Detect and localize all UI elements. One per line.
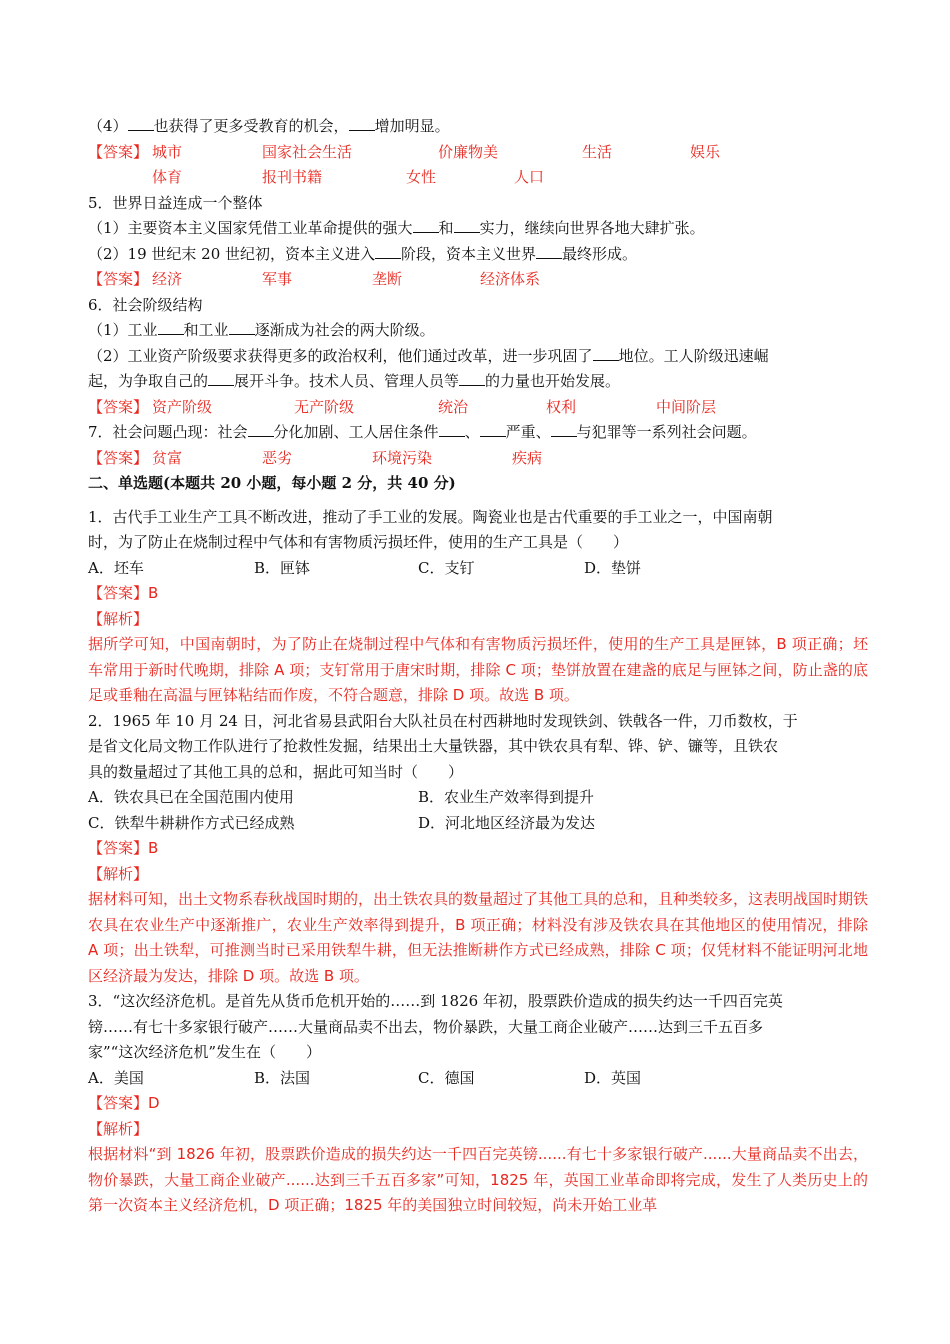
q6-answer bbox=[88, 395, 868, 421]
blank bbox=[375, 243, 401, 259]
q6-p2a bbox=[88, 344, 868, 370]
answer-label: 【答案】 bbox=[88, 397, 149, 416]
blank bbox=[551, 421, 577, 437]
blank bbox=[128, 115, 154, 131]
answer-item: 垄断 bbox=[372, 270, 403, 288]
section-title: 二、单选题(本题共 20 小题，每小题 2 分，共 40 分) bbox=[88, 474, 456, 492]
answer-item: 国家社会生活 bbox=[262, 142, 353, 161]
option-c[interactable]: C．铁犁牛耕耕作方式已经成熟 bbox=[88, 813, 295, 832]
answer-item: 统治 bbox=[438, 397, 469, 416]
option-d[interactable]: D．河北地区经济最为发达 bbox=[418, 813, 596, 832]
option-a[interactable]: A．美国 bbox=[88, 1068, 144, 1087]
answer-item: 娱乐 bbox=[690, 142, 721, 161]
blank bbox=[439, 421, 465, 437]
q4-part4-mid: 也获得了更多受教育的机会， bbox=[153, 117, 349, 135]
q1-analysis: 据所学可知，中国南朝时，为了防止在烧制过程中气体和有害物质污损坯件，使用的生产工具是匣钵，B 项正确；坯车常用于新时代晚期，排除 A 项；支钉常用于唐宋时期，排除 C 项；垫饼放置在建盏的底足与匣钵之间，防止盏的底足或垂釉在高温与匣钵粘结而作废，不符合题意，排除 D 项。故选 B 项。 bbox=[88, 635, 868, 704]
answer-label: 【答案】 bbox=[88, 142, 149, 161]
text: 地位。工人阶级迅速崛 bbox=[618, 346, 769, 365]
q1-analysis-label: 【解析】 bbox=[88, 609, 149, 628]
answer-item: 报刊书籍 bbox=[262, 168, 323, 186]
blank bbox=[536, 243, 562, 259]
q1-options bbox=[88, 556, 868, 582]
text: 和工业 bbox=[183, 321, 229, 339]
answer-label: 【答案】 bbox=[88, 448, 149, 467]
text: 最终形成。 bbox=[562, 244, 638, 263]
q4-part4-suffix: 增加明显。 bbox=[374, 117, 450, 135]
blank bbox=[454, 217, 480, 233]
q5-answer bbox=[88, 267, 868, 293]
q2-stem-line1: 2．1965 年 10 月 24 日，河北省易县武阳台大队社员在村西耕地时发现铁剑、铁戟各一件，刀币数枚，于 bbox=[88, 711, 798, 730]
q3-analysis-label: 【解析】 bbox=[88, 1119, 149, 1138]
answer-item: 中间阶层 bbox=[656, 397, 717, 416]
q1-answer: 【答案】B bbox=[88, 584, 159, 602]
text: 的力量也开始发展。 bbox=[485, 372, 621, 390]
answer-item: 体育 bbox=[152, 168, 183, 186]
q7-line bbox=[88, 420, 868, 446]
blank bbox=[459, 370, 485, 386]
q3-stem-line1: 3．“这次经济危机。是首先从货币危机开始的……到 1826 年初，股票跌价造成的损失约达一千四百完英 bbox=[88, 992, 783, 1010]
q7-answer bbox=[88, 446, 868, 472]
q2-analysis: 据材料可知，出土文物系春秋战国时期的，出土铁农具的数量超过了其他工具的总和，且种类较多，这表明战国时期铁农具在农业生产中逐渐推广，农业生产效率得到提升，B 项正确；材料没有涉及铁农具在其他地区的使用情况，排除 A 项；出土铁犁，可推测当时已采用铁犁牛耕，但无法推断耕作方式已经成熟，排除 C 项；仅凭材料不能证明河北地区经济最为发达，排除 D 项。故选 B 项。 bbox=[88, 890, 869, 985]
q3-stem-line2: 镑……有七十多家银行破产……大量商品卖不出去，物价暴跌，大量工商企业破产……达到三千五百多 bbox=[88, 1017, 764, 1036]
answer-item: 经济 bbox=[152, 270, 183, 288]
q5-p2 bbox=[88, 242, 868, 268]
answer-item: 价廉物美 bbox=[438, 142, 499, 161]
blank bbox=[158, 319, 184, 335]
text: （1）主要资本主义国家凭借工业革命提供的强大 bbox=[88, 219, 413, 237]
text: （2）工业资产阶级要求获得更多的政治权利，他们通过改革，进一步巩固了 bbox=[88, 346, 593, 365]
q4-part4-prefix: （4） bbox=[88, 117, 128, 135]
q1-stem-line2: 时，为了防止在烧制过程中气体和有害物质污损坯件，使用的生产工具是（ ） bbox=[88, 533, 629, 551]
q2-options-row1 bbox=[88, 785, 868, 811]
blank bbox=[229, 319, 255, 335]
answer-item: 经济体系 bbox=[480, 270, 541, 288]
answer-item: 贫富 bbox=[152, 448, 183, 467]
answer-item: 城市 bbox=[152, 142, 183, 161]
answer-item: 恶劣 bbox=[262, 448, 293, 467]
q5-title: 5．世界日益连成一个整体 bbox=[88, 193, 263, 212]
option-b[interactable]: B．法国 bbox=[254, 1068, 311, 1087]
q3-analysis: 根据材料“到 1826 年初，股票跌价造成的损失约达一千四百完英镑......有七十多家银行破产......大量商品卖不出去，物价暴跌，大量工商企业破产......达到三千五百多家”可知，1825 年，英国工业革命即将完成，发生了人类历史上的第一次资本主义经济危机，D 项正确；1825 年的美国独立时间较短，尚未开始工业革 bbox=[88, 1145, 868, 1214]
q6-title: 6．社会阶级结构 bbox=[88, 295, 203, 314]
answer-item: 疾病 bbox=[512, 448, 543, 467]
q4-answer-row1 bbox=[88, 140, 868, 166]
answer-item: 权利 bbox=[546, 397, 577, 416]
answer-item: 无产阶级 bbox=[294, 397, 355, 416]
q6-p2b bbox=[88, 369, 868, 395]
answer-item: 资产阶级 bbox=[152, 397, 213, 416]
text: 分化加剧、工人居住条件 bbox=[273, 423, 439, 441]
q3-stem-line3: 家”“这次经济危机”发生在（ ） bbox=[88, 1043, 322, 1061]
q2-stem-line2: 是省文化局文物工作队进行了抢救性发掘，结果出土大量铁器，其中铁农具有犁、铧、铲、镰等，且铁农 bbox=[88, 737, 779, 755]
blank bbox=[208, 370, 234, 386]
text: （1）工业 bbox=[88, 321, 158, 339]
blank bbox=[349, 115, 375, 131]
text: 、 bbox=[464, 423, 480, 441]
text: 逐渐成为社会的两大阶级。 bbox=[254, 321, 435, 339]
text: 起，为争取自己的 bbox=[88, 372, 209, 390]
text: 与犯罪等一系列社会问题。 bbox=[576, 423, 757, 441]
text: 阶段，资本主义世界 bbox=[401, 244, 537, 263]
q5-p1 bbox=[88, 216, 868, 242]
answer-item: 人口 bbox=[514, 168, 545, 186]
q4-answer-row2 bbox=[88, 165, 868, 191]
option-d[interactable]: D．英国 bbox=[584, 1068, 642, 1087]
answer-item: 女性 bbox=[406, 168, 437, 186]
q2-answer: 【答案】B bbox=[88, 839, 159, 857]
q6-p1 bbox=[88, 318, 868, 344]
answer-item: 军事 bbox=[262, 270, 293, 288]
option-b[interactable]: B．农业生产效率得到提升 bbox=[418, 788, 595, 806]
option-b[interactable]: B．匣钵 bbox=[254, 558, 311, 577]
q3-answer: 【答案】D bbox=[88, 1094, 160, 1112]
q2-stem-line3: 具的数量超过了其他工具的总和，据此可知当时（ ） bbox=[88, 762, 464, 781]
answer-item: 环境污染 bbox=[372, 448, 433, 467]
blank bbox=[593, 345, 619, 361]
text: 7．社会问题凸现：社会 bbox=[88, 423, 248, 441]
option-d[interactable]: D．垫饼 bbox=[584, 558, 642, 577]
option-a[interactable]: A．铁农具已在全国范围内使用 bbox=[88, 788, 294, 806]
q2-analysis-label: 【解析】 bbox=[88, 864, 149, 883]
text: 实力，继续向世界各地大肆扩张。 bbox=[479, 219, 705, 237]
blank bbox=[480, 421, 506, 437]
blank bbox=[248, 421, 274, 437]
document-page bbox=[88, 114, 868, 1219]
q4-part4-line bbox=[88, 114, 868, 140]
option-c[interactable]: C．支钉 bbox=[418, 558, 475, 577]
q1-stem-line1: 1．古代手工业生产工具不断改进，推动了手工业的发展。陶瓷业也是古代重要的手工业之一，中国南朝 bbox=[88, 507, 773, 526]
text: 严重、 bbox=[505, 423, 551, 441]
option-a[interactable]: A．坯车 bbox=[88, 558, 144, 577]
answer-item: 生活 bbox=[582, 142, 613, 161]
q2-options-row2 bbox=[88, 811, 868, 837]
answer-label: 【答案】 bbox=[88, 270, 149, 288]
option-c[interactable]: C．德国 bbox=[418, 1068, 475, 1087]
blank bbox=[413, 217, 439, 233]
q3-options bbox=[88, 1066, 868, 1092]
text: 和 bbox=[438, 219, 454, 237]
text: 展开斗争。技术人员、管理人员等 bbox=[234, 372, 460, 390]
text: （2）19 世纪末 20 世纪初，资本主义进入 bbox=[88, 244, 376, 263]
